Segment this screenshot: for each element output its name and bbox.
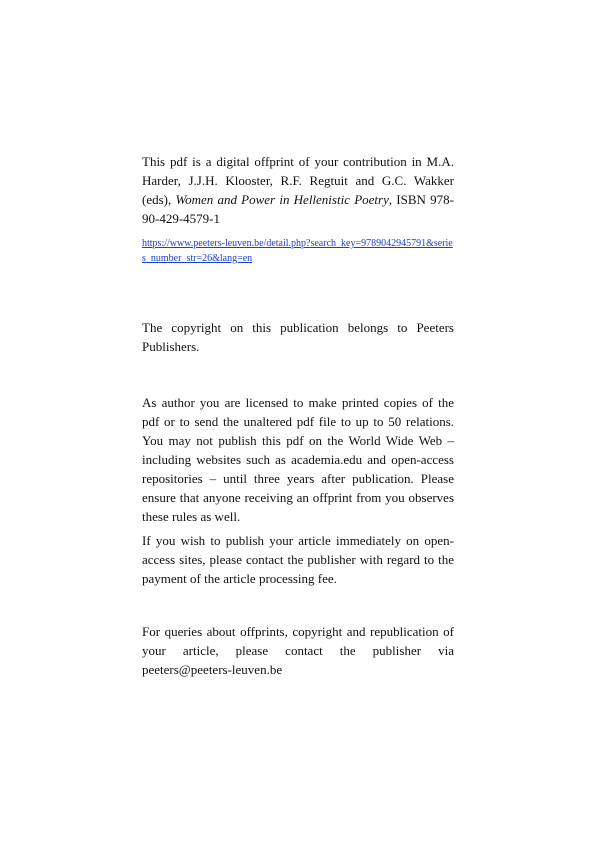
intro-text: This pdf is a digital offprint of your contribution in M.A. Harder, J.J.H. Klooster, R.F. Regtuit and G.C. Wakker (eds), bbox=[142, 154, 454, 207]
offprint-intro-paragraph bbox=[142, 152, 454, 228]
license-paragraph: As author you are licensed to make printed copies of the pdf or to send the unaltered pdf file to up to 50 relations. You may not publish this pdf on the World Wide Web – including websites such as academia.edu and open-access repositories – until three years after publication. Please ensure that anyone receiving an offprint from you observes these rules as well. bbox=[142, 395, 454, 524]
publisher-detail-link[interactable]: https://www.peeters-leuven.be/detail.php?search_key=9789042945791&series_number_str=26&lang=en bbox=[142, 238, 453, 264]
copyright-paragraph: The copyright on this publication belongs to Peeters Publishers. bbox=[142, 320, 454, 354]
isbn-text: , ISBN 978-90-429-4579-1 bbox=[142, 192, 454, 226]
open-access-paragraph: If you wish to publish your article immediately on open-access sites, please contact the publisher with regard to the payment of the article processing fee. bbox=[142, 533, 454, 586]
book-title: Women and Power in Hellenistic Poetry bbox=[175, 192, 389, 207]
queries-paragraph: For queries about offprints, copyright and republication of your article, please contact the publisher via peeters@peeters-leuven.be bbox=[142, 624, 454, 677]
